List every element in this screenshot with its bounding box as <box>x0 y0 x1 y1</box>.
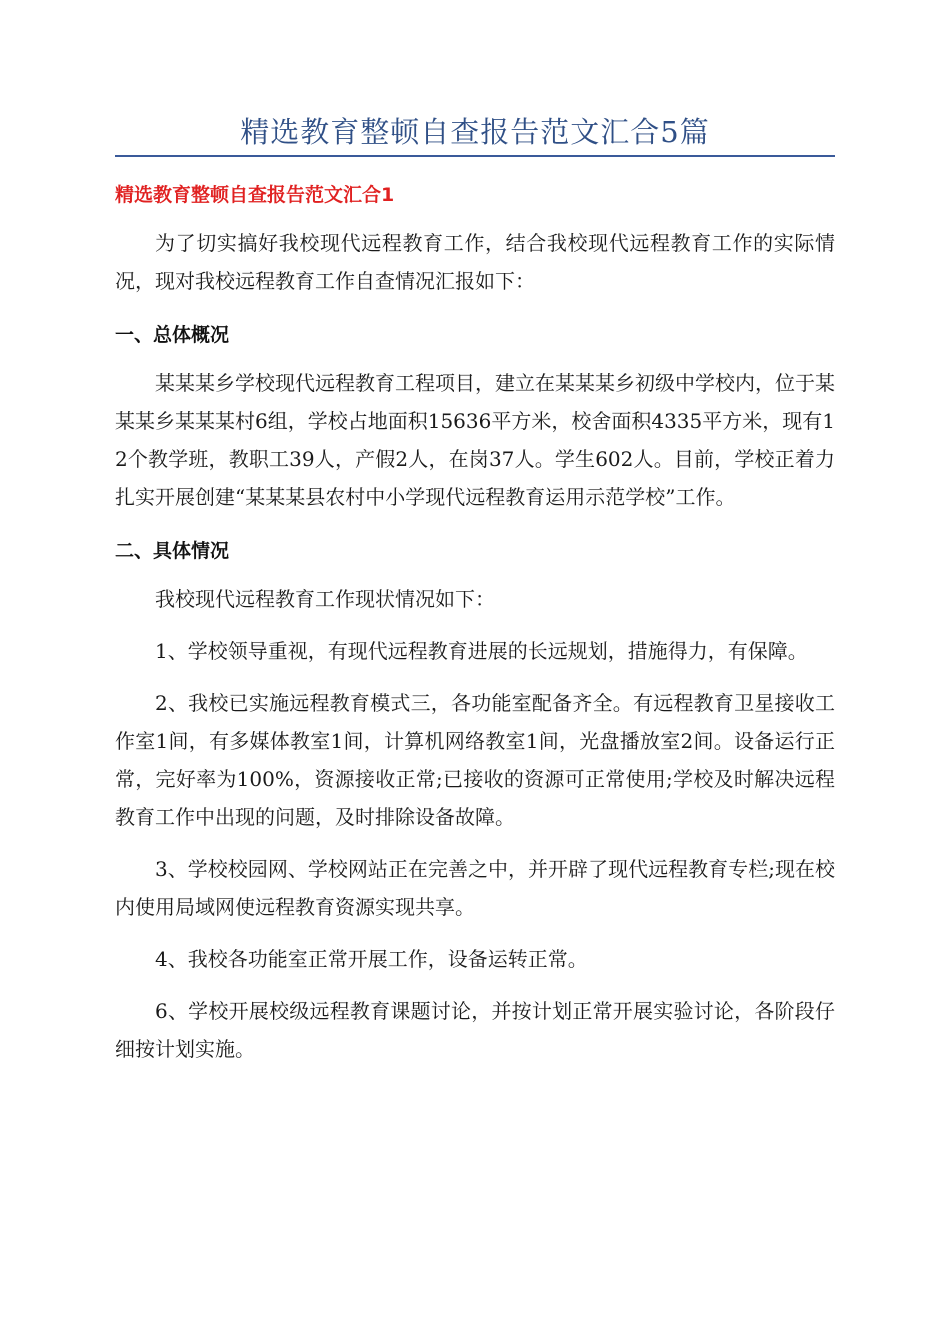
overview-paragraph: 某某某乡学校现代远程教育工程项目，建立在某某某乡初级中学校内，位于某某某乡某某某村6组，学校占地面积15636平方米，校舍面积4335平方米，现有12个教学班，教职工39人，产假2人，在岗37人。学生602人。目前，学校正着力扎实开展创建“某某某县农村中小学现代远程教育运用示范学校”工作。 <box>115 371 835 509</box>
list-item: 4、我校各功能室正常开展工作，设备运转正常。 <box>155 947 588 971</box>
status-intro-paragraph: 我校现代远程教育工作现状情况如下： <box>155 587 495 611</box>
title-underline <box>115 155 835 157</box>
list-item: 6、学校开展校级远程教育课题讨论，并按计划正常开展实验讨论，各阶段仔细按计划实施。 <box>115 999 835 1061</box>
intro-paragraph: 为了切实搞好我校现代远程教育工作，结合我校现代远程教育工作的实际情况，现对我校远程教育工作自查情况汇报如下： <box>115 231 835 293</box>
document-title: 精选教育整顿自查报告范文汇合5篇 <box>240 115 710 149</box>
document-body <box>115 180 835 1082</box>
list-item: 2、我校已实施远程教育模式三，各功能室配备齐全。有远程教育卫星接收工作室1间，有多媒体教室1间，计算机网络教室1间，光盘播放室2间。设备运行正常，完好率为100%，资源接收正常;已接收的资源可正常使用;学校及时解决远程教育工作中出现的问题，及时排除设备故障。 <box>115 691 835 829</box>
list-item: 3、学校校园网、学校网站正在完善之中，并开辟了现代远程教育专栏;现在校内使用局域网使远程教育资源实现共享。 <box>115 857 835 919</box>
heading-overview: 一、总体概况 <box>115 324 230 346</box>
heading-details: 二、具体情况 <box>115 540 230 562</box>
list-item: 1、学校领导重视，有现代远程教育进展的长远规划，措施得力，有保障。 <box>155 639 808 663</box>
section-title: 精选教育整顿自查报告范文汇合1 <box>115 184 395 206</box>
